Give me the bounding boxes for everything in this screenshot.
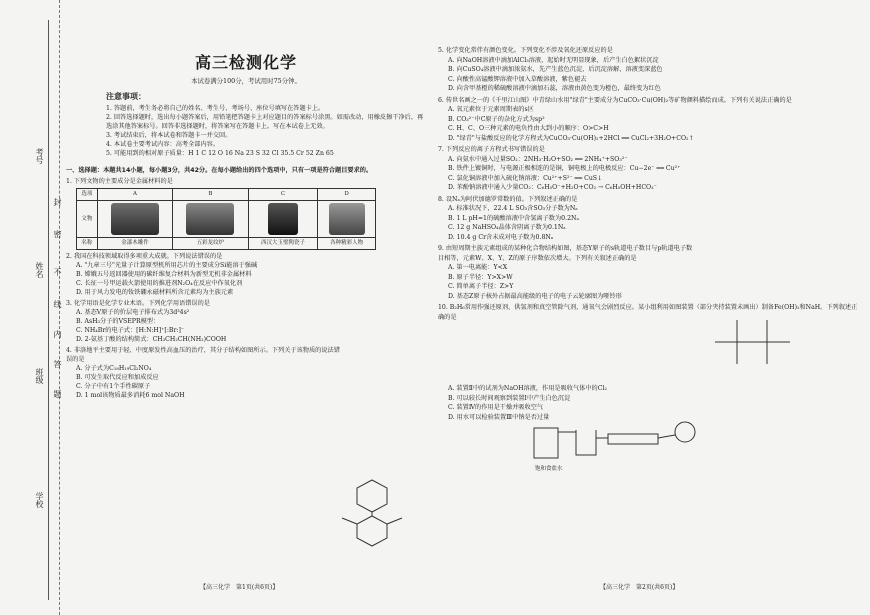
question-1 [66,177,426,250]
option: D. 苯酚钠溶液中通入少量CO₂：C₆H₅O⁻+H₂O+CO₂ → C₆H₅OH+HCO₃⁻ [448,184,657,191]
binding-label-question: 题 [53,390,62,398]
table-header: A [97,189,172,201]
option: B. 铁件上镀铜时，与电源正极相连的是铜，铜电极上的电极反应：Cu−2e⁻ ══ Cu²⁺ [448,165,681,172]
apparatus-label: 饱和食盐水 [535,466,563,472]
question-stem: 2. 我国在科技领域取得多项重大成就。下列说法错误的是 [66,253,223,260]
binding-label-school: 学校 [35,492,44,508]
option: A. 装置Ⅱ中的试剂为NaOH溶液，作用是吸收气体中的Cl₂ [448,385,607,392]
option: B. AsH₃分子的VSEPR模型： [76,318,160,325]
table-cell: 五彩龙纹炉 [173,238,248,250]
option: C. NH₄Br的电子式：[H:N:H]⁺[:Br:]⁻ [76,327,185,334]
notice-item: 3. 考试结束后，将本试卷和答题卡一并交回。 [106,132,232,139]
option: A. 标准状况下，22.4 L SO₃含SO₃分子数为Nₐ [448,205,578,212]
binding-line [48,20,49,600]
binding-label-secret: 密 [53,230,62,238]
relic-photo [97,201,172,238]
option: D. 用水可以检验装置Ⅲ中钠是否过量 [448,413,550,421]
table-cell: 各种精彩人物 [318,238,376,250]
binding-label-class: 班级 [35,368,44,384]
left-column [66,40,426,400]
option: B. 1 L pH=1的硫酸溶液中含氢离子数为0.2Nₐ [448,214,579,222]
option: D. 10.4 g Cr含未成对电子数为0.8Nₐ [448,233,554,241]
binding-label-line: 线 [53,300,62,308]
table-header: 选项 [77,189,98,201]
binding-label-name: 姓名 [35,262,44,278]
question-stem: 7. 下列反应的离子方程式书写错误的是 [438,146,545,153]
option: D. 基态Z原子核外占据最高能级的电子的电子云轮廓图为哑铃形 [448,292,622,300]
option: C. 简单离子半径：Z>Y [448,283,514,290]
option: C. 分子中有1个手性碳原子 [76,383,151,390]
table-cell: 西汉大玉璧陶瓷子 [248,238,318,250]
section-heading: 一、选择题：本题共14小题，每小题3分，共42分。在每小题给出的四个选项中，只有一项是符合题目要求的。 [66,167,373,174]
page-title: 高三检测化学 [194,53,297,72]
option: B. 向CuSO₄溶液中滴加浓氨水，先产生蓝色沉淀，后沉淀溶解，溶液变深蓝色 [448,66,663,73]
notice-item: 1. 答题前，考生务必将自己的姓名、考生号、考场号、座位号填写在答题卡上。 [106,105,325,112]
option: B. 可以较长时间观察到装置Ⅰ中产生白色沉淀 [448,394,571,402]
option: D. "绿青"与盐酸反应的化学方程式为CuCO₃·Cu(OH)₂+2HCl ══ CuCl₂+3H₂O+CO₂↑ [448,134,694,142]
option: C. 12 g NaHSO₄晶体含阴离子数为0.1Nₐ [448,224,566,231]
binding-label-not: 不 [53,268,62,276]
notice-item: 5. 可能用到的相对原子质量：H 1 C 12 O 16 Na 23 S 32 Cl 35.5 Cr 52 Zn 65 [106,150,334,157]
question-9 [438,244,698,301]
table-header: C [248,189,318,201]
binding-strip [0,0,60,615]
question-stem: 9. 由短周期主族元素组成的某种化合物结构如图，基态Y原子的s轨道电子数目与p轨道电子数目相等，元素W、X、Y、Z的原子序数依次增大。下列有关叙述正确的是 [438,245,693,262]
question-2 [66,252,426,297]
option: A. 基态V原子的价层电子排布式为3d³4s² [76,309,190,316]
notice-item: 4. 本试卷主要考试内容：高考全部内容。 [106,141,220,148]
question-6 [438,96,858,144]
question-stem: 5. 化学变化常伴有颜色变化。下列变化不涉及氧化还原反应的是 [438,47,613,54]
option: A. 向氨水中通入过量SO₂：2NH₃·H₂O+SO₂ ══ 2NH₄⁺+SO₃²⁻ [448,155,628,163]
relic-photo [173,201,248,238]
notice-section [66,92,426,158]
option: D. 1 mol该物质最多消耗6 mol NaOH [76,392,185,399]
footer-right: 【高三化学 第2页(共6页)】 [600,584,679,591]
option: B. 可发生取代反应和加成反应 [76,374,159,381]
table-row-label: 名称 [77,238,98,250]
option: D. 向含甲基橙的稀硫酸溶液中滴加石蕊，溶液由黄色变为橙色，最终变为红色 [448,85,661,92]
relics-table [76,188,376,250]
table-row-label: 文物 [77,201,98,238]
option: B. CO₃²⁻中C原子的杂化方式为sp² [448,115,545,123]
binding-label-inside: 内 [53,330,62,338]
question-4 [66,346,346,400]
question-3 [66,299,426,344]
option: C. 装置Ⅳ的作用是干燥并吸收空气 [448,404,544,411]
binding-label-exam-no: 考号 [35,148,44,164]
option: A. "九章三号"光量子计算原型机所用芯片的主要成分Si能溶于强碱 [76,262,258,269]
question-stem: 10. B₂H₆常用作强还原剂、供氢剂和真空管除气剂，通氧气会剧烈反应。某小组利用如图装置（部分夹持装置未画出）制备Fe(OH)₂和NaH。下列叙述正确的是 [438,304,858,321]
question-stem: 8. 设Nₐ为阿伏加德罗常数的值。下列叙述正确的是 [438,195,578,203]
binding-label-seal: 封 [53,198,62,206]
notice-item: 2. 回答选择题时，选出每小题答案后，用铅笔把答题卡上对应题目的答案标号涂黑。如需改动，用橡皮擦干净后，再选涂其他答案标号。回答非选择题时，将答案写在答题卡上。写在本试卷上无效。 [106,114,424,130]
question-5 [438,46,858,94]
question-stem: 4. 非洛地平主要用于轻、中度原发性高血压的治疗，其分子结构如图所示。下列关于该物质的说法错误的是 [66,347,340,363]
option: A. 第一电离能：Y<X [448,264,508,271]
option: D. 2-氨基丁酸的结构简式：CH₃CH₂CH(NH₂)COOH [76,336,227,343]
question-stem: 1. 下列文物的主要成分是金属材料的是 [66,178,173,185]
question-stem: 3. 化学用语是化学专业术语。下列化学用语错误的是 [66,300,210,307]
option: C. 向酸性高锰酸钾溶液中加入草酸溶液，紫色褪去 [448,75,587,83]
option: C. 长征一号甲运载火箭使用的推进剂N₂O₄在反应中作氧化剂 [76,280,243,287]
exam-subtitle: 本试卷满分100分，考试用时75分钟。 [191,77,301,85]
molecule-structure [332,470,412,550]
relic-photo [318,201,376,238]
question-stem: 6. 传世名画之一的《千里江山图》中青绿山水用"绿青"主要成分为CuCO₃·Cu(OH)₂等矿物颜料描绘而成。下列有关说法正确的是 [438,96,792,104]
footer-left: 【高三化学 第1页(共6页)】 [200,584,279,591]
option: A. 向NaOH溶液中滴加AlCl₃溶液，起始时无明显现象，后产生白色絮状沉淀 [448,56,659,64]
table-header: D [318,189,376,201]
table-cell: 金漆木雕件 [97,238,172,250]
option: A. 氧元素位于元素周期表的s区 [448,106,534,113]
option: A. 分子式为C₁₈H₁₉Cl₂NO₄ [76,365,152,372]
binding-label-answer: 答 [53,360,62,368]
option: B. 嫦娥五号返回器使用的碳纤维复合材料为新型无机非金属材料 [76,271,252,278]
apparatus-diagram [520,410,720,470]
table-header: B [173,189,248,201]
question-7 [438,145,858,193]
option: B. 原子半径：Y>X>W [448,273,513,281]
option: C. 氯化铜溶液中加入硫化钠溶液：Cu²⁺+S²⁻ ══ CuS↓ [448,174,603,182]
notice-heading: 注意事项： [106,92,146,101]
option: C. H、C、O三种元素的电负性由大到小的顺序：O>C>H [448,125,609,132]
compound-structure-diagram [705,312,800,372]
relic-photo [248,201,318,238]
question-8 [438,195,858,243]
option: D. 用于风力发电的钕铁硼永磁材料所含元素均为主族元素 [76,289,234,296]
